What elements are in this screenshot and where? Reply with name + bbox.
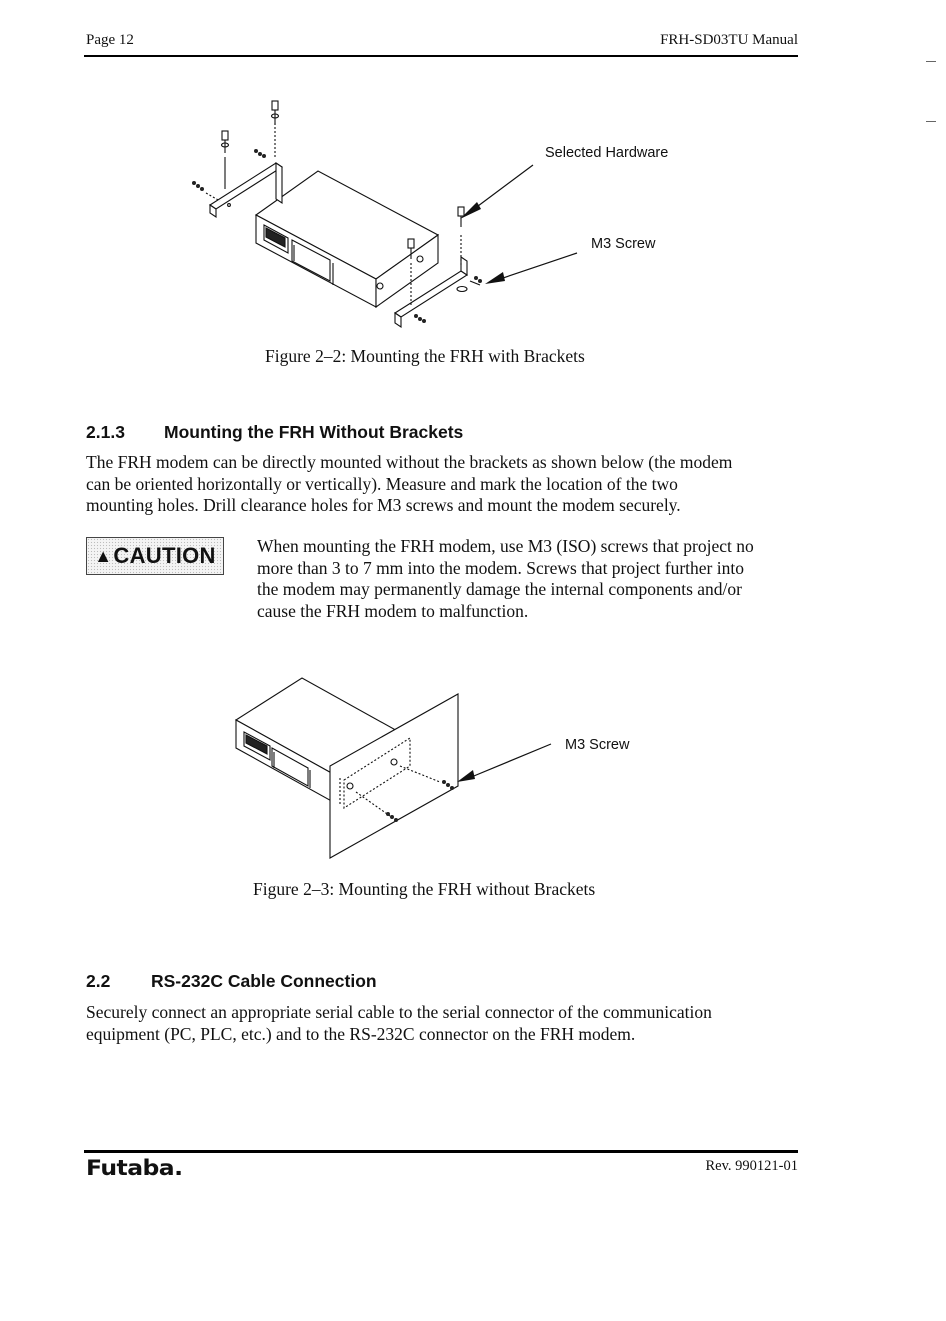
section-heading: [86, 422, 463, 443]
header-rule: [84, 55, 798, 57]
figure-callout-arrows: [455, 160, 585, 290]
caution-text: [257, 536, 802, 622]
revision-label: Rev. 990121-01: [705, 1158, 798, 1174]
caution-line: When mounting the FRH modem, use M3 (ISO) screws that project no: [257, 536, 754, 556]
manual-title: FRH-SD03TU Manual: [660, 32, 798, 48]
callout-selected-hardware: Selected Hardware: [545, 145, 669, 161]
body-line: mounting holes. Drill clearance holes for M3 screws and mount the modem securely.: [86, 495, 681, 515]
figure-callout-arrow: [455, 740, 555, 790]
caution-badge: [86, 537, 224, 575]
warning-triangle-icon: ▲: [94, 545, 113, 566]
figure-mounting-without-brackets: [230, 670, 475, 865]
section-number: 2.1.3: [86, 422, 125, 442]
caution-line: cause the FRH modem to malfunction.: [257, 600, 529, 621]
figure-caption-2: Figure 2–3: Mounting the FRH without Brackets: [253, 879, 596, 899]
edge-mark: [926, 61, 936, 62]
body-line: The FRH modem can be directly mounted without the brackets as shown below (the modem: [86, 452, 733, 472]
section-number: 2.2: [86, 971, 111, 991]
edge-mark: [926, 121, 936, 122]
section-title: RS-232C Cable Connection: [151, 971, 377, 991]
section-body: [86, 452, 800, 517]
body-line: equipment (PC, PLC, etc.) and to the RS-232C connector on the FRH modem.: [86, 1023, 636, 1044]
body-line: can be oriented horizontally or vertically). Measure and mark the location of the two: [86, 473, 678, 494]
footer-rule: [84, 1150, 798, 1153]
caution-label: CAUTION: [113, 543, 216, 568]
caution-line: more than 3 to 7 mm into the modem. Screws that project further into: [257, 557, 744, 578]
futaba-logo: Futaba.: [86, 1156, 183, 1180]
page-number: Page 12: [86, 32, 134, 48]
callout-m3-screw: M3 Screw: [591, 236, 656, 252]
callout-m3-screw-2: M3 Screw: [565, 737, 630, 753]
figure-caption: Figure 2–2: Mounting the FRH with Brackets: [265, 346, 585, 366]
section-title: Mounting the FRH Without Brackets: [164, 422, 464, 442]
section-heading-2: [86, 971, 377, 992]
body-line: Securely connect an appropriate serial cable to the serial connector of the communication: [86, 1002, 712, 1022]
caution-line: the modem may permanently damage the internal components and/or: [257, 579, 742, 599]
section-body-2: [86, 1002, 800, 1045]
